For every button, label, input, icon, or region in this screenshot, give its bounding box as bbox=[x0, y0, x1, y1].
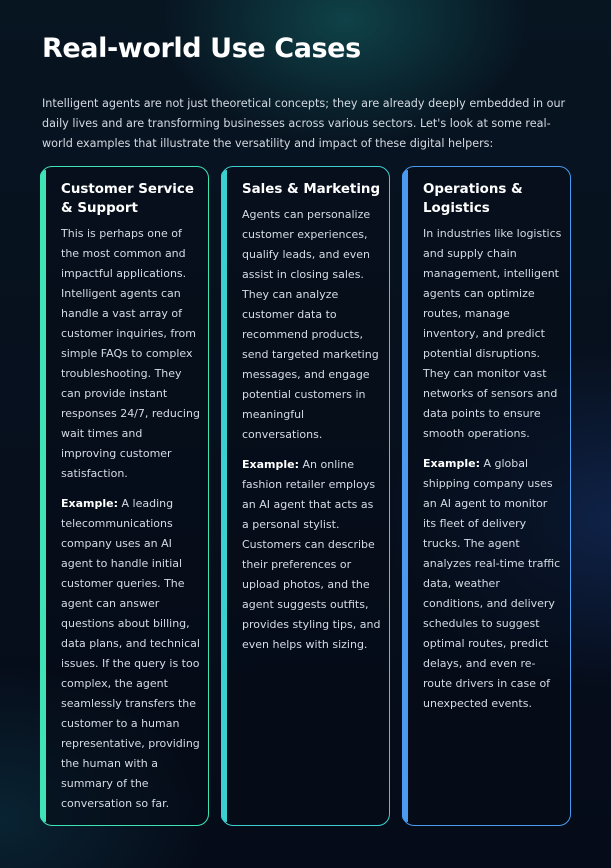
card-title: Sales & Marketing bbox=[242, 182, 381, 197]
card-body: Agents can personalize customer experiences, qualify leads, and even assist in closing sales. They can analyze customer data to recommend products, send targeted marketing messages, and engage potential customers in meaningful conversations. bbox=[242, 208, 379, 441]
example-text: A global shipping company uses an AI agent to monitor its fleet of delivery trucks. The agent analyzes real-time traffic data, weather conditions, and delivery schedules to suggest optimal routes, predict delays, and even re-route drivers in case of unexpected events. bbox=[423, 457, 561, 710]
example-label: Example: bbox=[61, 497, 118, 510]
card-content bbox=[423, 180, 563, 724]
example-label: Example: bbox=[242, 458, 299, 471]
example-label: Example: bbox=[423, 457, 480, 470]
card-body: This is perhaps one of the most common and impactful applications. Intelligent agents can handle a vast array of customer inquiries, from simple FAQs to complex troubleshooting. They can provide instant responses 24/7, reducing wait times and improving customer satisfaction. bbox=[61, 227, 200, 480]
card-body: In industries like logistics and supply chain management, intelligent agents can optimize routes, manage inventory, and predict potential disruptions. They can monitor vast networks of sensors and data points to ensure smooth operations. bbox=[423, 227, 562, 440]
card-sales-marketing bbox=[221, 166, 390, 826]
example-text: A leading telecommunications company uses an AI agent to handle initial customer queries. The agent can answer questions about billing, data plans, and technical issues. If the query is too complex, the agent seamlessly transfers the customer to a human representative, providing the human with a summary of the conversation so far. bbox=[61, 497, 200, 810]
card-customer-service bbox=[40, 166, 209, 826]
card-operations-logistics bbox=[402, 166, 571, 826]
card-example bbox=[242, 455, 382, 655]
example-text: An online fashion retailer employs an AI agent that acts as a personal stylist. Customers can describe their preferences or upload photos, and the agent suggests outfits, provides styling tips, and even helps with sizing. bbox=[242, 458, 381, 651]
card-title: Customer Service & Support bbox=[61, 182, 194, 216]
card-example bbox=[61, 494, 201, 814]
card-content bbox=[61, 180, 201, 824]
card-example bbox=[423, 454, 563, 714]
card-title: Operations & Logistics bbox=[423, 182, 523, 216]
intro-paragraph: Intelligent agents are not just theoretical concepts; they are already deeply embedded in our daily lives and are transforming businesses across various sectors. Let's look at some real-world examples that illustrate the versatility and impact of these digital helpers: bbox=[42, 97, 566, 150]
card-content bbox=[242, 180, 382, 665]
page-title: Real-world Use Cases bbox=[42, 33, 361, 64]
